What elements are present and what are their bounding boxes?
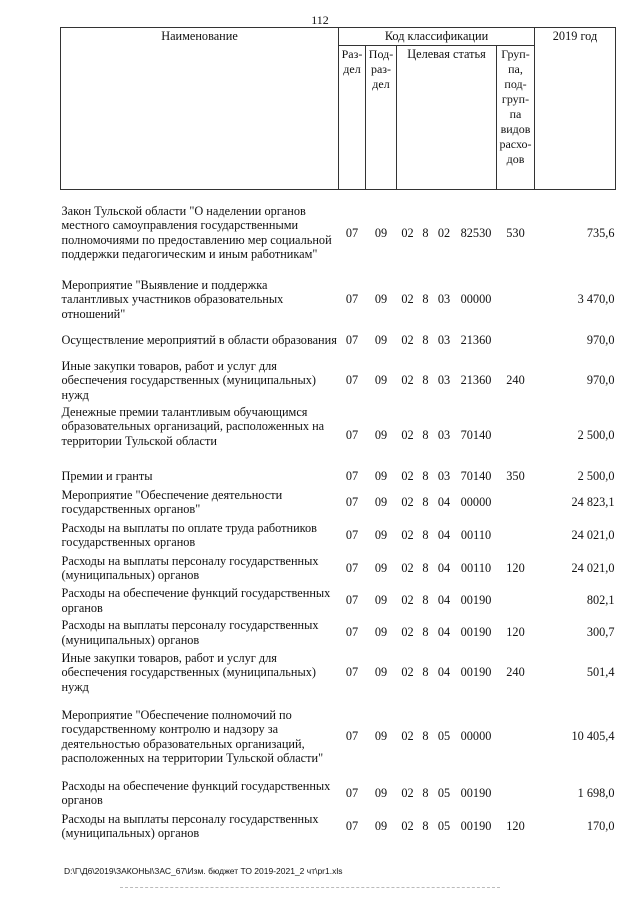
row-target-event: 03 (437, 468, 451, 483)
row-target-direction: 00000 (460, 292, 492, 307)
row-name: Осуществление мероприятий в области образования (61, 332, 337, 347)
page-number: 112 (311, 13, 329, 27)
row-name: Денежные премии талантливым обучающимся образовательных организаций, расположенных на территории Тульской области (61, 404, 325, 448)
row-target-direction: 00190 (460, 818, 492, 833)
row-subsection: 09 (374, 593, 388, 608)
row-target-event: 03 (437, 292, 451, 307)
row-expense-group: 120 (506, 625, 525, 640)
row-target-direction: 00190 (460, 785, 492, 800)
row-section: 07 (345, 292, 359, 307)
row-amount: 1 698,0 (577, 785, 615, 800)
row-target-event: 05 (437, 729, 451, 744)
row-target-subprogram: 8 (422, 373, 429, 388)
row-target-event: 04 (437, 494, 451, 509)
row-target-direction: 00190 (460, 593, 492, 608)
row-section: 07 (345, 428, 359, 443)
row-subsection: 09 (374, 373, 388, 388)
row-expense-group: 530 (506, 225, 525, 240)
row-target-direction: 70140 (460, 428, 492, 443)
row-amount: 802,1 (586, 593, 615, 608)
row-target-subprogram: 8 (422, 625, 429, 640)
row-subsection: 09 (374, 494, 388, 509)
row-subsection: 09 (374, 292, 388, 307)
row-name: Мероприятие "Обеспечение полномочий по государственному контролю и надзору за деятельностью образовательных организаций, расположенных на территории Тульской области" (61, 707, 324, 765)
row-expense-group: 120 (506, 560, 525, 575)
row-target-event: 03 (437, 428, 451, 443)
row-target-event: 03 (437, 373, 451, 388)
row-target-program: 02 (401, 225, 414, 240)
row-name: Расходы на выплаты персоналу государственных (муниципальных) органов (61, 553, 319, 582)
table-row (61, 617, 616, 649)
row-name: Премии и гранты (61, 468, 153, 483)
header-subsection-line: раз- (370, 62, 392, 76)
row-expense-group (497, 486, 535, 519)
header-expense-group-line: видов (500, 122, 531, 136)
header-year: 2019 год (535, 28, 616, 190)
row-section: 07 (345, 785, 359, 800)
row-target-event: 05 (437, 785, 451, 800)
footer-file-path: D:\Г\Д6\2019\ЗАКОНЫ\ЗАС_67\Изм. бюджет ТО 2019-2021_2 чт\pr1.xls (64, 866, 343, 876)
row-expense-group (497, 405, 535, 467)
row-section: 07 (345, 665, 359, 680)
header-target-article: Целевая статья (397, 46, 497, 190)
row-target-event: 04 (437, 560, 451, 575)
row-expense-group (497, 585, 535, 617)
row-target-subprogram: 8 (422, 729, 429, 744)
row-section: 07 (345, 625, 359, 640)
table-row (61, 552, 616, 585)
header-classification-code: Код классификации (339, 28, 535, 46)
row-target-program: 02 (401, 332, 414, 347)
row-section: 07 (345, 593, 359, 608)
row-target-event: 05 (437, 818, 451, 833)
row-subsection: 09 (374, 332, 388, 347)
row-section: 07 (345, 729, 359, 744)
row-target-subprogram: 8 (422, 818, 429, 833)
row-expense-group (497, 697, 535, 777)
row-expense-group: 350 (506, 468, 525, 483)
row-target-subprogram: 8 (422, 225, 429, 240)
table-row (61, 697, 616, 777)
row-target-direction: 00110 (460, 560, 492, 575)
row-subsection: 09 (374, 468, 388, 483)
row-target-event: 04 (437, 665, 451, 680)
row-target-event: 04 (437, 625, 451, 640)
header-expense-group-line: под- (504, 77, 527, 91)
table-row (61, 190, 616, 276)
row-target-program: 02 (401, 428, 414, 443)
table-row (61, 467, 616, 486)
row-name: Иные закупки товаров, работ и услуг для обеспечения государственных (муниципальных) нужд (61, 650, 316, 694)
row-expense-group: 240 (506, 665, 525, 680)
row-amount: 970,0 (586, 373, 615, 388)
row-target-program: 02 (401, 527, 414, 542)
header-section (339, 46, 366, 190)
row-target-program: 02 (401, 785, 414, 800)
table-row (61, 649, 616, 697)
header-expense-group-line: дов (506, 152, 525, 166)
row-subsection: 09 (374, 428, 388, 443)
row-amount: 170,0 (586, 818, 615, 833)
row-target-event: 02 (437, 225, 451, 240)
row-subsection: 09 (374, 560, 388, 575)
header-expense-group (497, 46, 535, 190)
row-amount: 24 021,0 (571, 527, 615, 542)
row-expense-group (497, 276, 535, 324)
row-expense-group: 120 (506, 818, 525, 833)
row-target-program: 02 (401, 373, 414, 388)
table-row (61, 777, 616, 810)
row-amount: 2 500,0 (577, 428, 615, 443)
row-subsection: 09 (374, 225, 388, 240)
row-amount: 300,7 (586, 625, 615, 640)
row-subsection: 09 (374, 785, 388, 800)
header-subsection-line: Под- (368, 47, 394, 61)
header-expense-group-line: па, (508, 62, 523, 76)
row-amount: 501,4 (586, 665, 615, 680)
row-expense-group (497, 777, 535, 810)
row-section: 07 (345, 468, 359, 483)
row-target-direction: 00000 (460, 494, 492, 509)
row-expense-group: 240 (506, 373, 525, 388)
row-target-event: 04 (437, 527, 451, 542)
row-name: Мероприятие "Обеспечение деятельности государственных органов" (61, 487, 283, 516)
table-row (61, 519, 616, 552)
row-target-subprogram: 8 (422, 527, 429, 542)
row-section: 07 (345, 560, 359, 575)
row-section: 07 (345, 373, 359, 388)
header-subsection (366, 46, 397, 190)
row-target-direction: 00190 (460, 665, 492, 680)
row-target-program: 02 (401, 494, 414, 509)
row-name: Расходы на выплаты по оплате труда работников государственных органов (61, 520, 317, 549)
row-target-program: 02 (401, 818, 414, 833)
table-row (61, 810, 616, 843)
table-row (61, 585, 616, 617)
row-expense-group (497, 324, 535, 357)
row-subsection: 09 (374, 665, 388, 680)
row-target-program: 02 (401, 560, 414, 575)
table-row (61, 486, 616, 519)
row-amount: 24 823,1 (571, 494, 615, 509)
row-name: Расходы на выплаты персоналу государственных (муниципальных) органов (61, 811, 319, 840)
row-target-subprogram: 8 (422, 665, 429, 680)
header-section-line: дел (343, 62, 361, 76)
row-target-direction: 70140 (460, 468, 492, 483)
row-target-program: 02 (401, 625, 414, 640)
row-section: 07 (345, 818, 359, 833)
table-body (61, 190, 616, 843)
row-amount: 2 500,0 (577, 468, 615, 483)
row-target-program: 02 (401, 729, 414, 744)
table-row (61, 357, 616, 405)
row-target-direction: 00000 (460, 729, 492, 744)
row-subsection: 09 (374, 818, 388, 833)
row-subsection: 09 (374, 527, 388, 542)
row-target-subprogram: 8 (422, 428, 429, 443)
row-name: Закон Тульской области "О наделении органов местного самоуправления государственными полномочиями по предоставлению мер социальной поддержки педагогическим и иным работникам" (61, 203, 332, 262)
row-target-subprogram: 8 (422, 785, 429, 800)
row-expense-group (497, 519, 535, 552)
row-target-event: 04 (437, 593, 451, 608)
row-target-program: 02 (401, 468, 414, 483)
row-amount: 3 470,0 (577, 292, 615, 307)
header-expense-group-line: расхо- (499, 137, 532, 151)
row-amount: 24 021,0 (571, 560, 615, 575)
row-target-subprogram: 8 (422, 593, 429, 608)
row-amount: 735,6 (586, 225, 615, 240)
row-section: 07 (345, 225, 359, 240)
row-target-program: 02 (401, 665, 414, 680)
header-expense-group-line: Груп- (501, 47, 530, 61)
row-name: Расходы на выплаты персоналу государственных (муниципальных) органов (61, 618, 319, 647)
row-section: 07 (345, 494, 359, 509)
row-target-subprogram: 8 (422, 494, 429, 509)
row-section: 07 (345, 332, 359, 347)
row-target-program: 02 (401, 593, 414, 608)
row-target-program: 02 (401, 292, 414, 307)
row-name: Расходы на обеспечение функций государственных органов (61, 586, 331, 615)
row-target-subprogram: 8 (422, 468, 429, 483)
table-row (61, 276, 616, 324)
budget-table (60, 27, 616, 843)
row-subsection: 09 (374, 625, 388, 640)
row-name: Расходы на обеспечение функций государственных органов (61, 778, 331, 807)
row-amount: 10 405,4 (571, 729, 615, 744)
row-name: Иные закупки товаров, работ и услуг для обеспечения государственных (муниципальных) нужд (61, 358, 316, 402)
table-header (61, 28, 616, 190)
row-target-event: 03 (437, 332, 451, 347)
row-target-direction: 00190 (460, 625, 492, 640)
header-expense-group-line: па (509, 107, 522, 121)
row-target-direction: 82530 (460, 225, 492, 240)
header-section-line: Раз- (341, 47, 363, 61)
row-subsection: 09 (374, 729, 388, 744)
footer-divider (120, 887, 500, 888)
table-row (61, 405, 616, 467)
table-row (61, 324, 616, 357)
row-target-direction: 21360 (460, 332, 492, 347)
row-target-subprogram: 8 (422, 560, 429, 575)
header-expense-group-line: груп- (501, 92, 530, 106)
row-name: Мероприятие "Выявление и поддержка талантливых участников образовательных отношений" (61, 277, 284, 321)
row-target-subprogram: 8 (422, 292, 429, 307)
row-section: 07 (345, 527, 359, 542)
row-amount: 970,0 (586, 332, 615, 347)
header-subsection-line: дел (372, 77, 390, 91)
row-target-direction: 00110 (460, 527, 492, 542)
row-target-direction: 21360 (460, 373, 492, 388)
header-name: Наименование (61, 28, 339, 190)
row-target-subprogram: 8 (422, 332, 429, 347)
